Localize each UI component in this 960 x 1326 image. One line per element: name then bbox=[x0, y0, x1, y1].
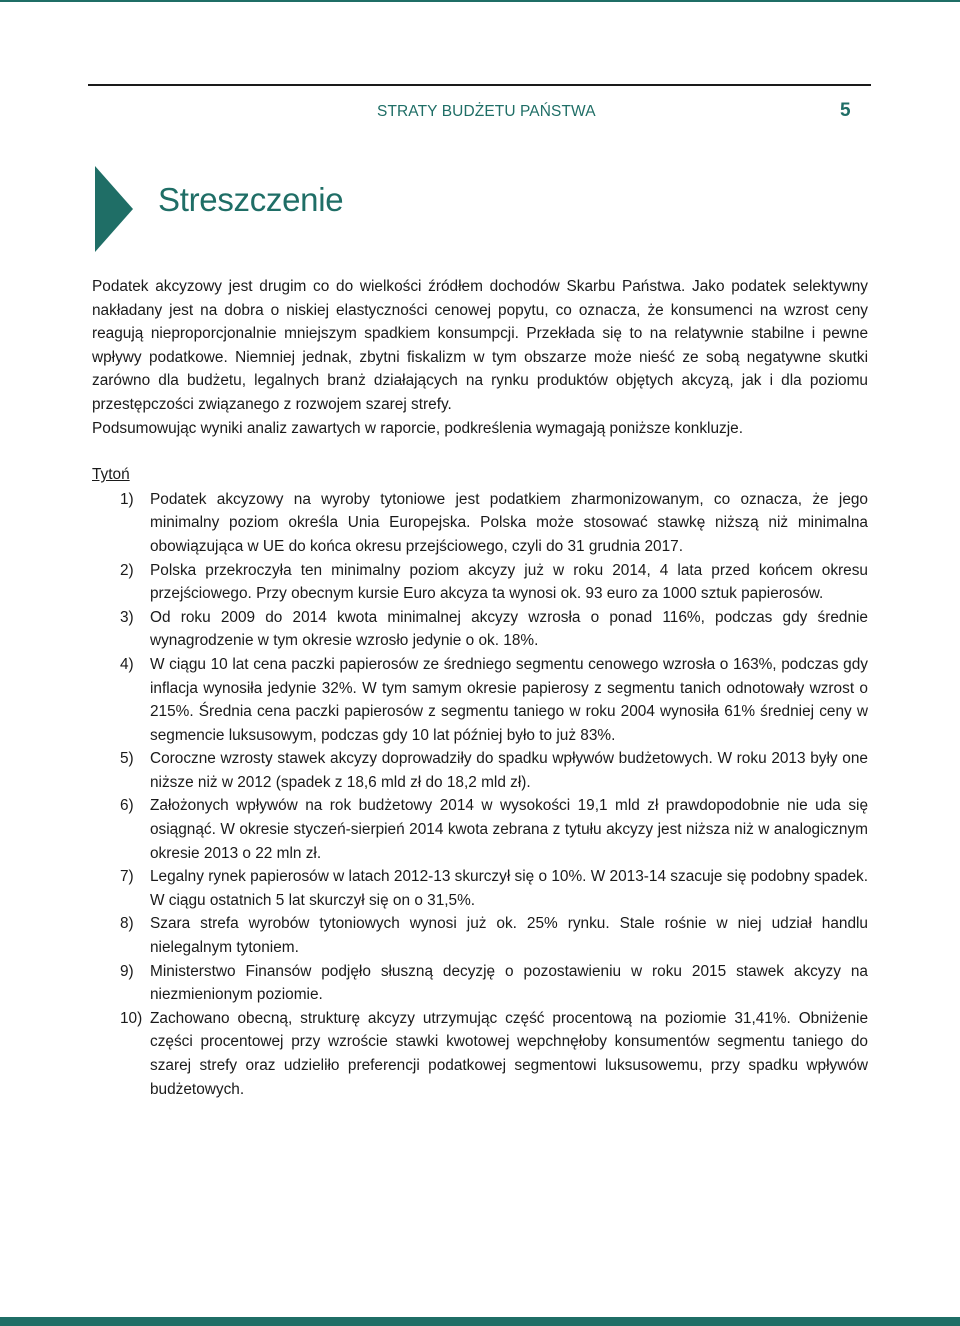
conclusions-list bbox=[92, 488, 868, 1101]
item-text: Od roku 2009 do 2014 kwota minimalnej akcyzy wzrosła o ponad 116%, podczas gdy średnie wynagrodzenie w tym okresie wzrosło jedynie o ok. 18%. bbox=[150, 608, 868, 650]
list-item bbox=[92, 488, 868, 559]
list-item bbox=[92, 960, 868, 1007]
item-number: 9) bbox=[120, 962, 134, 980]
item-number: 10) bbox=[120, 1009, 143, 1027]
item-number: 3) bbox=[120, 608, 134, 626]
item-text: Polska przekroczyła ten minimalny poziom akcyzy już w roku 2014, 4 lata przed końcem okresu przejściowego. Przy obecnym kursie Euro akcyza ta wynosi ok. 93 euro za 1000 sztuk papierosów. bbox=[150, 561, 868, 603]
list-item bbox=[92, 559, 868, 606]
item-text: Podatek akcyzowy na wyroby tytoniowe jest podatkiem zharmonizowanym, co oznacza, że jego minimalny poziom określa Unia Europejska. Polska może stosować stawkę niższą niż minimalna obowiązująca w UE do końca okresu przejściowego, czyli do 31 grudnia 2017. bbox=[150, 490, 868, 555]
list-item bbox=[92, 606, 868, 653]
item-text: Coroczne wzrosty stawek akcyzy doprowadziły do spadku wpływów budżetowych. W roku 2013 były one niższe niż w 2012 (spadek z 18,6 mld zł do 18,2 mld zł). bbox=[150, 750, 868, 791]
page-number: 5 bbox=[840, 100, 851, 121]
list-item bbox=[92, 747, 868, 794]
section-title: Streszczenie bbox=[158, 181, 344, 218]
intro-paragraph: Podatek akcyzowy jest drugim co do wielkości źródłem dochodów Skarbu Państwa. Jako podatek selektywny nakładany jest na dobra o niskiej elastyczności cenowej popytu, co oznacza, że konsumenci na wzrost ceny reagują nieproporcjonalnie mniejszym spadkiem konsumpcji. Przekłada się to na relatywnie stabilne i pewne wpływy podatkowe. Niemniej jednak, zbytni fiskalizm w tym obszarze może nieść ze sobą negatywne skutki zarówno dla budżetu, legalnych branż działających na rynku produktów objętych akcyzą, jak i dla poziomu przestępczości związanego z rozwojem szarej strefy. bbox=[92, 278, 868, 413]
item-number: 7) bbox=[120, 868, 134, 886]
chevron-shape bbox=[95, 166, 133, 252]
subheading-tobacco: Tytoń bbox=[92, 466, 130, 484]
item-text: W ciągu 10 lat cena paczki papierosów ze średniego segmentu cenowego wzrosła o 163%, podczas gdy inflacja wynosiła jedynie 32%. W tym samym okresie papierosy z segmentu tanich odnotowały wzrost o 215%. Średnia cena paczki papierosów z segmentu taniego w roku 2004 wynosiła 61% średniej ceny w segmencie luksusowym, podczas gdy 10 lat później było to już 83%. bbox=[150, 655, 868, 744]
list-item bbox=[92, 794, 868, 865]
summary-paragraph: Podsumowując wyniki analiz zawartych w raporcie, podkreślenia wymagają poniższe konkluzje. bbox=[92, 419, 743, 437]
list-item bbox=[92, 653, 868, 747]
item-number: 5) bbox=[120, 750, 134, 768]
item-text: Legalny rynek papierosów w latach 2012-13 skurczył się o 10%. W 2013-14 szacuje się podobny spadek. W ciągu ostatnich 5 lat skurczył się on o 31,5%. bbox=[150, 868, 868, 909]
item-text: Zachowano obecną, strukturę akcyzy utrzymując część procentową na poziomie 31,41%. Obniżenie części procentowej przy wzroście stawki kwotowej wepchnęłoby konsumentów segmentu taniego do szarej strefy oraz udzieliło preferencji podatkowej segmentowi luksusowemu, przy spadku wpływów budżetowych. bbox=[150, 1009, 868, 1098]
list-item bbox=[92, 865, 868, 912]
item-number: 1) bbox=[120, 490, 134, 508]
item-number: 6) bbox=[120, 797, 134, 815]
item-text: Ministerstwo Finansów podjęło słuszną decyzję o pozostawieniu w roku 2015 stawek akcyzy na niezmienionym poziomie. bbox=[150, 962, 868, 1004]
list-item bbox=[92, 912, 868, 959]
bottom-band bbox=[0, 1317, 960, 1326]
list-item bbox=[92, 1007, 868, 1101]
item-text: Szara strefa wyrobów tytoniowych wynosi już ok. 25% rynku. Stale rośnie w niej udział handlu nielegalnym tytoniem. bbox=[150, 915, 868, 957]
document-body bbox=[92, 275, 868, 1101]
chevron-right-icon bbox=[95, 166, 133, 252]
top-band bbox=[0, 0, 960, 38]
item-number: 2) bbox=[120, 561, 134, 579]
header-rule bbox=[88, 84, 871, 86]
running-header-title: STRATY BUDŻETU PAŃSTWA bbox=[377, 103, 596, 120]
item-number: 4) bbox=[120, 655, 134, 673]
item-text: Założonych wpływów na rok budżetowy 2014 w wysokości 19,1 mld zł prawdopodobnie nie uda się osiągnąć. W okresie styczeń-sierpień 2014 kwota zebrana z tytułu akcyzy jest niższa niż w analogicznym okresie 2013 o 22 mln zł. bbox=[150, 797, 868, 862]
item-number: 8) bbox=[120, 915, 134, 933]
